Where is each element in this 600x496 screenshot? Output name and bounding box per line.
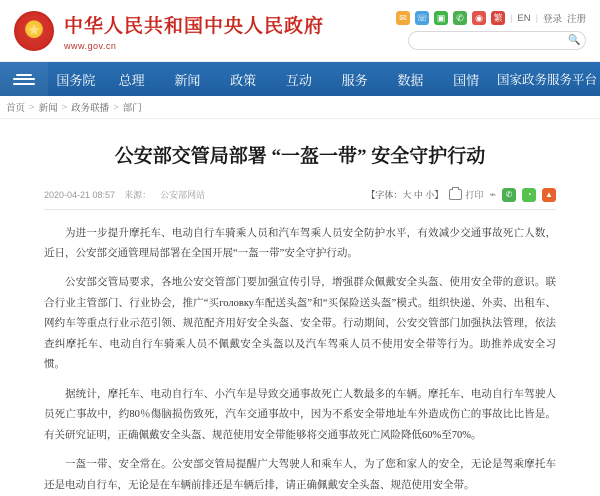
share-icon[interactable]: ⌁ bbox=[489, 188, 496, 201]
nav-item-zhengce[interactable]: 政策 bbox=[215, 62, 271, 96]
article-meta-right bbox=[366, 188, 556, 202]
article-paragraph: 一盔一带、安全常在。公安部交管局提醒广大驾驶人和乘车人，为了您和家人的安全，无论是驾乘摩托车还是电动自行车，无论是在车辆前排还是车辆后排，请正确佩戴安全头盔、规范使用安全带。 bbox=[44, 455, 556, 496]
font-size-control[interactable]: 【字体：大 中 小】 bbox=[366, 188, 443, 201]
nav-item-list bbox=[48, 62, 600, 96]
language-link-en[interactable]: EN bbox=[517, 13, 530, 24]
phone-icon[interactable]: ☏ bbox=[415, 11, 429, 25]
header-utilities bbox=[396, 11, 586, 50]
wechat-icon[interactable]: ✆ bbox=[453, 11, 467, 25]
menu-icon[interactable] bbox=[0, 62, 48, 96]
app-icon[interactable]: ▣ bbox=[434, 11, 448, 25]
print-label: 打印 bbox=[465, 188, 483, 201]
breadcrumb-separator: > bbox=[62, 102, 68, 113]
divider: | bbox=[536, 13, 538, 23]
article-paragraph: 公安部交管局要求，各地公安交管部门要加强宣传引导，增强群众佩戴安全头盔、使用安全带的意识。联合行业主管部门、行业协会，推广“买головку车配送头盔”和“买保险送头盔”模式。组织快递、外卖、出租车、网约车等重点行业示范引领、规范配齐用好安全头盔、安全带。行动期间，公安交管部门加强执法管理，依法查纠摩托车、电动自行车骑乘人员不佩戴安全头盔以及汽车驾乘人员不使用安全带等行为。助推养成安全习惯。 bbox=[44, 273, 556, 375]
mail-icon[interactable]: ✉ bbox=[396, 11, 410, 25]
article-body bbox=[44, 224, 556, 496]
article-source-label: 来源： bbox=[124, 188, 151, 201]
national-emblem-icon bbox=[14, 11, 54, 51]
register-link[interactable]: 注册 bbox=[567, 11, 586, 25]
nav-item-hudong[interactable]: 互动 bbox=[271, 62, 327, 96]
breadcrumb-item-department[interactable]: 部门 bbox=[123, 100, 142, 114]
breadcrumb-item-news[interactable]: 新闻 bbox=[39, 100, 58, 114]
login-link[interactable]: 登录 bbox=[543, 11, 562, 25]
article-paragraph: 据统计，摩托车、电动自行车、小汽车是导致交通事故死亡人数最多的车辆。摩托车、电动自行车驾驶人员死亡事故中，约80％傷脑损伤致死，汽车交通事故中，因为不系安全带地址车外造成伤亡的事故比比皆是。有关研究证明，正确佩戴安全头盔、规范使用安全带能够将交通事故死亡风险降低60%至70%。 bbox=[44, 385, 556, 446]
weibo-icon[interactable]: ◉ bbox=[472, 11, 486, 25]
header-icon-row bbox=[396, 11, 586, 25]
print-button[interactable] bbox=[449, 188, 483, 201]
breadcrumb-separator: > bbox=[113, 102, 119, 113]
nav-item-zongli[interactable]: 总理 bbox=[104, 62, 160, 96]
site-title: 中华人民共和国中央人民政府 bbox=[64, 11, 324, 38]
article-source[interactable]: 公安部网站 bbox=[160, 188, 205, 201]
page-title: 公安部交管局部署 “一盔一带” 安全守护行动 bbox=[44, 143, 556, 172]
nav-item-guowuyuan[interactable]: 国务院 bbox=[48, 62, 104, 96]
article bbox=[0, 119, 600, 496]
breadcrumb-item-government-broadcast[interactable]: 政务联播 bbox=[71, 100, 109, 114]
breadcrumb-item-home[interactable]: 首页 bbox=[6, 100, 25, 114]
weibo-share-icon[interactable]: ▲ bbox=[542, 188, 556, 202]
nav-item-guoqing[interactable]: 国情 bbox=[438, 62, 494, 96]
nav-item-shuju[interactable]: 数据 bbox=[383, 62, 439, 96]
wechat-share-icon[interactable]: ✆ bbox=[502, 188, 516, 202]
main-navigation bbox=[0, 62, 600, 96]
nav-item-government-service-platform[interactable]: 国家政务服务平台 bbox=[494, 62, 600, 96]
nav-item-xinwen[interactable]: 新闻 bbox=[160, 62, 216, 96]
search-input[interactable] bbox=[416, 35, 568, 47]
article-paragraph: 为进一步提升摩托车、电动自行车骑乘人员和汽车驾乘人员安全防护水平，有效减少交通事故死亡人数，近日，公安部交通管理局部署在全国开展“一盔一带”安全守护行动。 bbox=[44, 224, 556, 265]
nav-item-fuwu[interactable]: 服务 bbox=[327, 62, 383, 96]
breadcrumb bbox=[0, 96, 600, 119]
site-branding[interactable] bbox=[64, 11, 324, 51]
divider: | bbox=[510, 13, 512, 23]
search-icon[interactable]: 🔍 bbox=[568, 36, 578, 46]
search-box[interactable] bbox=[408, 31, 586, 50]
article-date: 2020-04-21 08:57 bbox=[44, 190, 115, 200]
site-header bbox=[0, 0, 600, 62]
site-url: www.gov.cn bbox=[64, 41, 324, 51]
printer-icon bbox=[449, 189, 462, 200]
wechat-moments-share-icon[interactable]: ◔ bbox=[522, 188, 536, 202]
article-meta bbox=[44, 188, 556, 210]
traditional-chinese-icon[interactable]: 繁 bbox=[491, 11, 505, 25]
breadcrumb-separator: > bbox=[29, 102, 35, 113]
menu-icon-bars bbox=[13, 71, 35, 87]
article-meta-left bbox=[44, 188, 205, 201]
